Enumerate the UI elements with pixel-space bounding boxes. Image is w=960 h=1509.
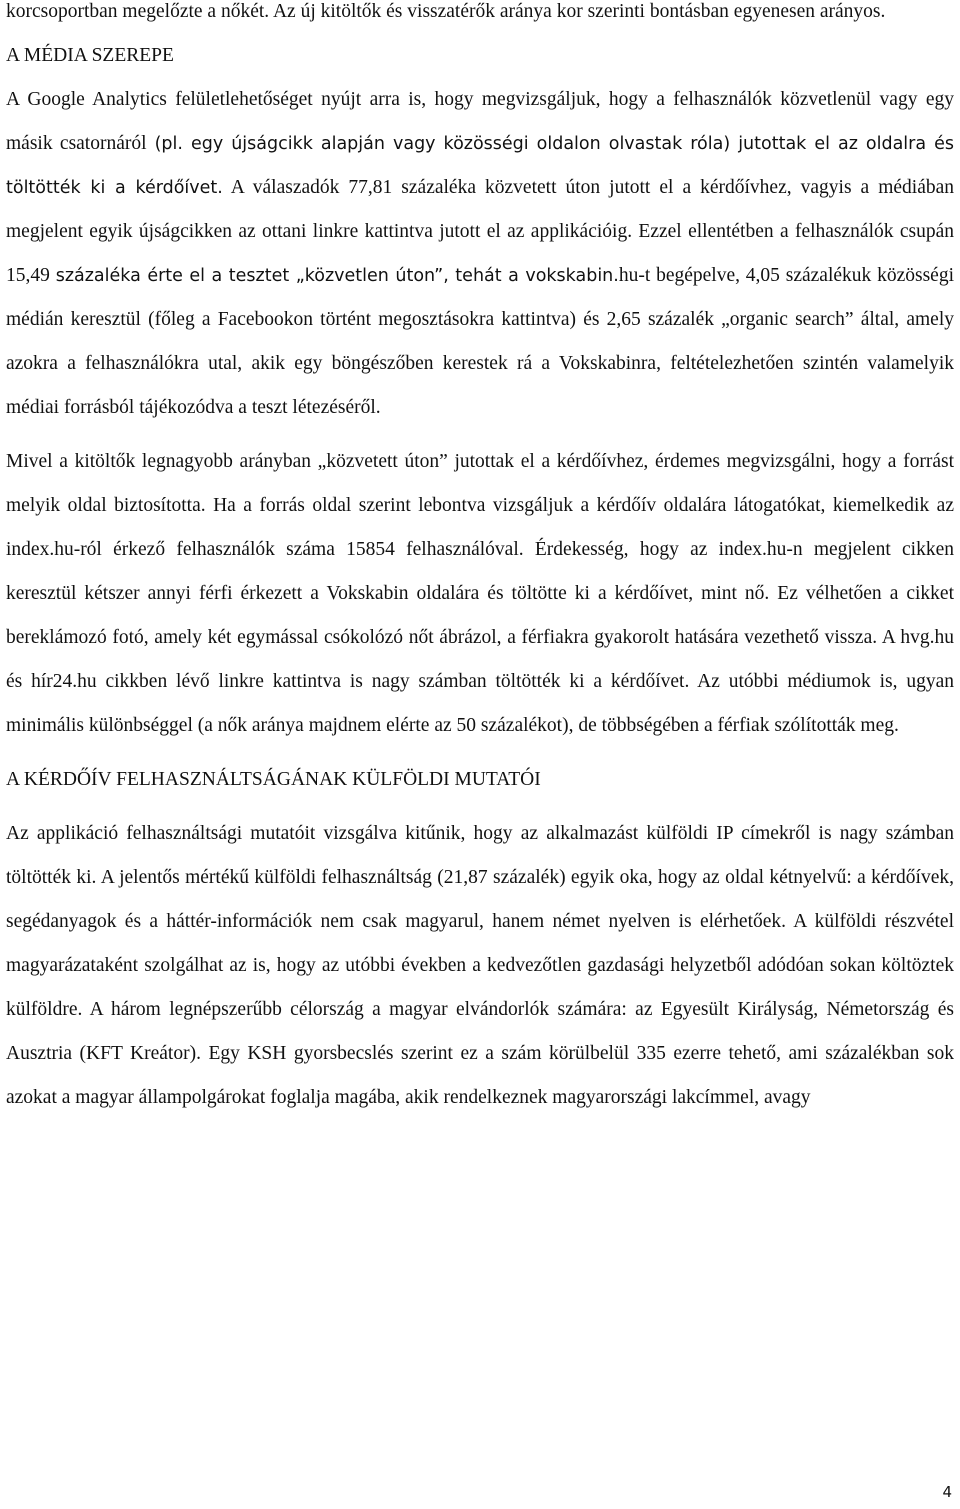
paragraph-gap xyxy=(6,748,954,758)
text-run: A Google Analytics felületlehetőséget nyújt arra is, hogy megvizsgáljuk, hogy a felhasználók közvetlenül vagy egy másik csatornáról xyxy=(6,89,954,154)
section-heading-media: A MÉDIA SZEREPE xyxy=(6,45,174,66)
section-heading-foreign: A KÉRDŐÍV FELHASZNÁLTSÁGÁNAK KÜLFÖLDI MUTATÓI xyxy=(6,769,541,790)
text-run-sans: (pl. egy újságcikk alapján vagy közösségi oldalon olvastak róla) jutottak el az oldalra és töltötték ki a kérdőívet. xyxy=(6,134,954,198)
text-run: Ezzel ellentétben a felhasználók csupán 15,49 xyxy=(6,221,954,286)
paragraph-intro: korcsoportban megelőzte a nőkét. Az új kitöltők és visszatérők aránya kor szerinti bontásban egyenesen arányos. xyxy=(6,1,886,22)
paragraph-gap xyxy=(6,430,954,440)
paragraph-media-sources xyxy=(6,78,954,430)
text-run: hu-t begépelve, 4,05 százalékuk közösségi médián keresztül (főleg a Facebookon történt megosztásokra kattintva) és 2,65 százalék „organic search” által, amely azokra a felhasználókra utal, akik egy böngészőben kerestek rá a Vokskabinra, feltételezhetően szintén valamelyik médiai forrásból tájékozódva a teszt létezéséről. xyxy=(6,265,954,418)
paragraph-referral-sites: Mivel a kitöltők legnagyobb arányban „közvetett úton” jutottak el a kérdőívhez, érdemes megvizsgálni, hogy a forrást melyik oldal biztosította. Ha a forrás oldal szerint lebontva vizsgáljuk a kérdőív oldalára látogatókat, kiemelkedik az index.hu-ról érkező felhasználók száma 15854 felhasználóval. Érdekesség, hogy az index.hu-n megjelent cikken keresztül kétszer annyi férfi érkezett a Vokskabin oldalára és töltötte ki a kérdőívet, mint nő. Ez vélhetően a cikket bereklámozó fotó, amely két egymással csókolózó nőt ábrázol, a férfiakra gyakorolt hatására vezethető vissza. A hvg.hu és hír24.hu cikkben lévő linkre kattintva is nagy számban töltötték ki a kérdőívet. Az utóbbi médiumok is, ugyan minimális különbséggel (a nők aránya majdnem elérte az 50 százalékot), de többségében a férfiak szólították meg. xyxy=(6,451,954,736)
paragraph-gap xyxy=(6,802,954,812)
text-run: A válaszadók 77,81 százaléka xyxy=(222,177,486,198)
page-number: 4 xyxy=(942,1483,952,1501)
paragraph-foreign-usage: Az applikáció felhasználtsági mutatóit vizsgálva kitűnik, hogy az alkalmazást külföldi IP címekről is nagy számban töltötték ki. A jelentős mértékű külföldi felhasználtság (21,87 százalék) egyik oka, hogy az oldal kétnyelvű: a kérdőívek, segédanyagok és a háttér-információk nem csak magyarul, hanem német nyelven is elérhetőek. A külföldi részvétel magyarázataként szolgálhat az is, hogy az utóbbi években a kedvezőtlen gazdasági helyzetből adódóan sokan költöztek külföldre. A három legnépszerűbb célország a magyar elvándorlók számára: az Egyesült Királyság, Németország és Ausztria (KFT Kreátor). Egy KSH gyorsbecslés szerint ez a szám körülbelül 335 ezerre tehető, ami százalékban sok azokat a magyar állampolgárokat foglalja magába, akik rendelkeznek magyarországi lakcímmel, avagy xyxy=(6,823,954,1108)
text-run: közvetett úton jutott el a kérdőívhez, vagyis a médiában megjelent egyik újságcikken az ottani linkre kattintva jutott el az applikációig. xyxy=(6,177,955,242)
text-run-sans: százaléka érte el a tesztet „közvetlen úton”, tehát a vokskabin. xyxy=(55,266,619,286)
